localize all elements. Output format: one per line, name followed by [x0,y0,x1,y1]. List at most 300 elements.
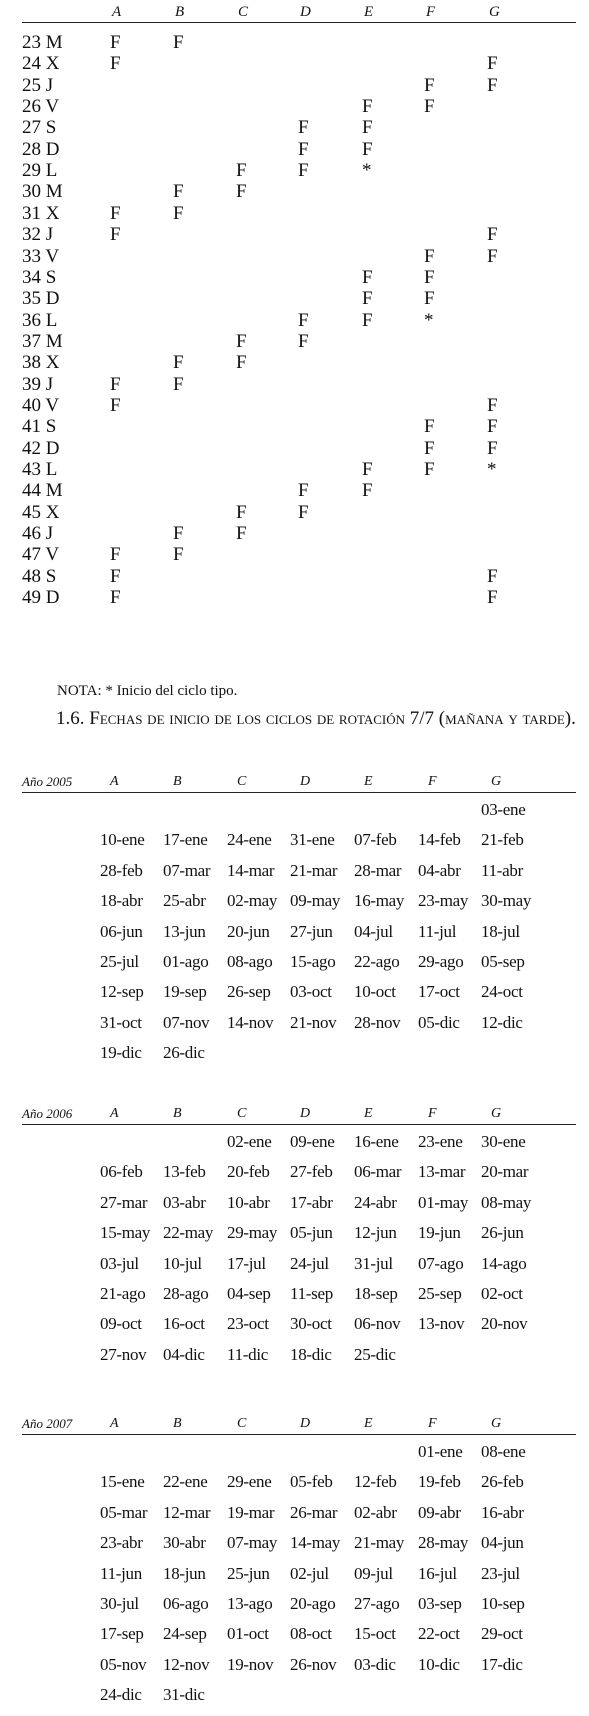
date-cell: 04-sep [227,1284,271,1303]
date-cell: 27-jun [290,921,333,941]
date-cell: 28-nov [354,1012,401,1032]
table-cell: F [110,394,121,416]
table-cell: F [362,480,373,502]
table-row [0,52,589,75]
table-row [0,180,589,203]
column-header: A [112,4,122,20]
column-header: E [364,4,374,20]
table-row [0,1500,589,1526]
date-cell: 18-dic [290,1344,332,1364]
date-cell: 13-feb [163,1162,206,1182]
year-label: Año 2006 [22,1106,73,1121]
row-day-label: 42 D [22,437,60,459]
date-cell: 20-nov [481,1314,528,1334]
date-cell: 30-abr [163,1533,206,1553]
row-day-label: 45 X [22,501,60,523]
table-row [0,1682,589,1708]
table-cell: F [110,373,121,395]
table-cell: F [298,160,309,182]
date-cell: 30-may [481,891,532,911]
year-label: Año 2005 [22,774,73,789]
table-cell: * [424,309,434,331]
date-cell: 29-ene [227,1472,272,1492]
table-row [0,1010,589,1036]
table-cell: F [298,330,309,352]
date-cell: 06-feb [100,1162,143,1182]
date-cell: 24-sep [163,1624,207,1644]
table-cell: F [298,309,309,331]
table-cell: F [487,245,498,267]
date-cell: 05-nov [100,1654,147,1674]
table-cell: F [362,288,373,310]
date-cell: 05-dic [418,1012,460,1032]
table-cell: F [362,96,373,118]
date-cell: 10-jul [163,1253,202,1273]
column-header: D [300,1106,311,1121]
date-cell: 17-dic [481,1654,523,1674]
table-cell: F [298,117,309,139]
table-cell: F [110,587,121,609]
date-cell: 05-jun [290,1223,333,1243]
table-row [0,74,589,97]
date-cell: 12-nov [163,1654,210,1674]
date-cell: 02-ene [227,1132,272,1151]
section-title: Fechas de inicio de los ciclos de rotación 7/7 (mañana y tarde). [89,708,576,729]
table-row [0,979,589,1005]
table-row [0,95,589,118]
table-row [0,479,589,502]
date-cell: 08-may [481,1192,532,1212]
date-cell: 08-oct [290,1624,332,1644]
row-day-label: 43 L [22,459,58,480]
date-cell: 04-jun [481,1533,524,1553]
table-cell: F [487,565,498,587]
row-day-label: 28 D [22,138,60,160]
table-row [0,1190,589,1216]
row-day-label: 36 L [22,309,58,331]
row-day-label: 48 S [22,565,57,587]
date-cell: 19-feb [418,1472,461,1492]
date-cell: 16-oct [163,1314,205,1334]
date-cell: 23-ene [418,1132,463,1151]
date-cell: 20-ago [290,1594,336,1613]
table-row [0,501,589,524]
date-cell: 08-ene [481,1442,526,1461]
table-row [0,1652,589,1678]
row-day-label: 27 S [22,117,57,139]
table-cell: F [362,266,373,288]
row-day-label: 30 M [22,181,63,203]
table-row [0,522,589,545]
table-row [0,159,589,182]
date-cell: 07-feb [354,830,397,850]
date-cell: 23-jul [481,1563,520,1583]
date-cell: 10-ene [100,830,145,850]
table-cell: F [487,394,498,416]
date-cell: 25-abr [163,891,206,911]
column-header: D [300,1416,311,1431]
table-cell: * [487,459,497,480]
table-cell: F [487,224,498,246]
date-cell: 09-may [290,891,341,911]
date-cell: 18-abr [100,891,143,911]
column-header: F [428,1416,437,1431]
date-cell: 12-feb [354,1472,397,1492]
table-row [0,266,589,289]
table-row [0,116,589,139]
row-day-label: 41 S [22,416,57,438]
section-heading [22,707,582,731]
column-header: G [491,1416,502,1431]
date-cell: 26-feb [481,1472,524,1492]
table-cell: F [487,74,498,96]
table-row [0,415,589,438]
table-cell: F [173,373,184,395]
date-cell: 09-ene [290,1132,335,1151]
table-note: NOTA: * Inicio del ciclo tipo. [57,683,238,699]
date-cell: 12-mar [163,1502,211,1522]
column-header: C [237,774,247,789]
table-row [0,202,589,225]
date-cell: 03-abr [163,1192,206,1212]
date-cell: 20-feb [227,1162,270,1182]
table-row [0,245,589,268]
date-cell: 14-ago [481,1253,527,1273]
rotation-header [22,2,576,23]
date-cell: 26-jun [481,1223,524,1243]
date-cell: 13-jun [163,921,206,941]
row-day-label: 24 X [22,53,60,75]
row-day-label: 33 V [22,245,60,267]
table-cell: F [424,245,435,267]
table-cell: F [173,202,184,224]
table-row [0,1530,589,1556]
date-cell: 24-dic [100,1685,142,1705]
table-row [0,373,589,396]
date-cell: 25-jul [100,952,139,971]
date-cell: 17-abr [290,1192,333,1212]
date-cell: 26-dic [163,1043,205,1063]
date-cell: 07-ago [418,1253,464,1273]
table-cell: F [362,117,373,139]
date-cell: 05-sep [481,952,525,971]
date-cell: 22-may [163,1223,214,1243]
date-cell: 22-oct [418,1624,460,1644]
table-row [0,287,589,310]
date-cell: 25-jun [227,1563,270,1583]
date-cell: 13-ago [227,1594,273,1613]
date-cell: 23-oct [227,1314,269,1334]
date-cell: 31-oct [100,1012,142,1032]
date-cell: 16-abr [481,1502,524,1522]
date-cell: 14-nov [227,1012,274,1032]
table-cell: F [424,288,435,310]
date-cell: 31-dic [163,1685,205,1705]
date-cell: 19-dic [100,1043,142,1063]
table-cell: F [173,352,184,374]
table-row [0,1040,589,1066]
date-cell: 21-feb [481,830,524,850]
table-cell: F [424,74,435,96]
date-cell: 07-mar [163,860,211,880]
date-cell: 19-mar [227,1502,275,1522]
table-cell: F [424,459,435,480]
table-row [0,1220,589,1246]
table-cell: F [424,96,435,118]
date-cell: 05-feb [290,1472,333,1492]
date-cell: 18-sep [354,1284,398,1303]
date-cell: 13-mar [418,1162,466,1182]
date-cell: 10-sep [481,1594,525,1613]
date-cell: 02-may [227,891,278,911]
date-cell: 18-jul [481,921,520,941]
date-cell: 01-ene [418,1442,463,1461]
row-day-label: 39 J [22,373,54,395]
table-row [0,586,589,609]
row-day-label: 38 X [22,352,60,374]
date-cell: 09-jul [354,1563,393,1583]
table-cell: * [362,160,372,182]
date-cell: 02-oct [481,1284,523,1303]
column-header: D [300,774,311,789]
year-header [22,772,576,793]
date-cell: 28-may [418,1533,469,1553]
table-row [0,351,589,374]
date-cell: 24-ene [227,830,272,850]
row-day-label: 46 J [22,523,54,545]
table-cell: F [173,523,184,545]
date-cell: 28-feb [100,860,143,880]
table-cell: F [110,202,121,224]
table-cell: F [173,32,184,53]
date-cell: 07-nov [163,1012,210,1032]
date-cell: 11-sep [290,1284,333,1303]
column-header: G [489,4,500,20]
date-cell: 23-may [418,891,469,911]
row-day-label: 35 D [22,288,60,310]
table-row [0,1561,589,1587]
row-day-label: 23 M [22,32,63,53]
date-cell: 31-ene [290,830,335,850]
section-number: 1.6. [56,708,85,729]
table-cell: F [298,480,309,502]
date-cell: 06-jun [100,921,143,941]
table-cell: F [487,416,498,438]
table-row [0,309,589,332]
date-cell: 21-ago [100,1284,146,1303]
table-row [0,1159,589,1185]
table-row [0,31,589,54]
date-cell: 11-jul [418,921,457,941]
column-header: C [237,1416,247,1431]
year-header [22,1414,576,1435]
date-cell: 30-ene [481,1132,526,1151]
column-header: A [110,1416,119,1431]
table-row [0,949,589,975]
date-cell: 08-ago [227,952,273,971]
row-day-label: 47 V [22,544,60,566]
table-cell: F [173,181,184,203]
table-row [0,1591,589,1617]
column-header: C [238,4,249,20]
date-cell: 10-oct [354,982,396,1002]
date-cell: 30-jul [100,1594,139,1613]
date-cell: 18-jun [163,1563,206,1583]
row-day-label: 32 J [22,224,54,246]
date-cell: 22-ene [163,1472,208,1492]
table-cell: F [236,160,247,182]
row-day-label: 49 D [22,587,60,609]
table-cell: F [362,309,373,331]
date-cell: 17-ene [163,830,208,850]
year-header [22,1104,576,1125]
table-row [0,543,589,566]
date-cell: 12-dic [481,1012,523,1032]
date-cell: 23-abr [100,1533,143,1553]
row-day-label: 26 V [22,96,60,118]
row-day-label: 34 S [22,266,57,288]
row-day-label: 37 M [22,330,63,352]
column-header: D [300,4,311,20]
date-cell: 14-may [290,1533,341,1553]
date-cell: 04-dic [163,1344,205,1364]
table-cell: F [424,416,435,438]
table-row [0,1621,589,1647]
column-header: F [428,774,437,789]
row-day-label: 29 L [22,160,58,182]
table-row [0,1439,589,1465]
date-cell: 09-abr [418,1502,461,1522]
row-day-label: 25 J [22,74,54,96]
table-row [0,223,589,246]
table-cell: F [236,330,247,352]
date-cell: 28-mar [354,860,402,880]
date-cell: 17-oct [418,982,460,1002]
table-row [0,138,589,161]
column-header: C [237,1106,247,1121]
date-cell: 29-may [227,1223,278,1243]
date-cell: 04-abr [418,860,461,880]
date-cell: 13-nov [418,1314,465,1334]
table-cell: F [298,501,309,523]
column-header: E [364,1106,373,1121]
date-cell: 20-mar [481,1162,529,1182]
table-row [0,1129,589,1155]
date-cell: 26-mar [290,1502,338,1522]
date-cell: 17-jul [227,1253,266,1273]
date-cell: 14-mar [227,860,275,880]
table-cell: F [110,544,121,566]
column-header: B [173,774,182,789]
date-cell: 27-nov [100,1344,147,1364]
table-row [0,1281,589,1307]
table-row [0,858,589,884]
date-cell: 31-jul [354,1253,393,1273]
date-cell: 12-jun [354,1223,397,1243]
column-header: E [364,1416,373,1431]
column-header: G [491,774,502,789]
column-header: A [110,774,119,789]
date-cell: 24-abr [354,1192,397,1212]
column-header: B [173,1106,182,1121]
table-cell: F [487,53,498,75]
date-cell: 06-ago [163,1594,209,1613]
table-row [0,919,589,945]
date-cell: 15-oct [354,1624,396,1644]
table-row [0,437,589,460]
date-cell: 02-jul [290,1563,329,1583]
date-cell: 11-jun [100,1563,142,1583]
date-cell: 29-oct [481,1624,523,1644]
date-cell: 07-may [227,1533,278,1553]
date-cell: 03-sep [418,1594,462,1613]
date-cell: 01-ago [163,952,209,971]
date-cell: 19-nov [227,1654,274,1674]
date-cell: 09-oct [100,1314,142,1334]
date-cell: 06-mar [354,1162,402,1182]
table-cell: F [110,32,121,53]
row-day-label: 44 M [22,480,63,502]
date-cell: 03-jul [100,1253,139,1273]
date-cell: 15-may [100,1223,151,1243]
date-cell: 04-jul [354,921,393,941]
table-row [0,1342,589,1368]
date-cell: 16-may [354,891,405,911]
date-cell: 20-jun [227,921,270,941]
date-cell: 22-ago [354,952,400,971]
column-header: G [491,1106,502,1121]
table-cell: F [487,587,498,609]
table-cell: F [362,138,373,160]
year-label: Año 2007 [22,1416,73,1431]
table-row [0,458,589,481]
date-cell: 21-nov [290,1012,337,1032]
date-cell: 25-sep [418,1284,462,1303]
date-cell: 15-ene [100,1472,145,1492]
column-header: B [173,1416,182,1431]
column-header: F [426,4,436,20]
table-cell: F [424,266,435,288]
table-row [0,1311,589,1337]
date-cell: 28-ago [163,1284,209,1303]
column-header: B [175,4,185,20]
column-header: A [110,1106,119,1121]
date-cell: 26-nov [290,1654,337,1674]
table-cell: F [110,224,121,246]
date-cell: 10-dic [418,1654,460,1674]
column-header: F [428,1106,437,1121]
date-cell: 25-dic [354,1344,396,1364]
date-cell: 17-sep [100,1624,144,1644]
column-header: E [364,774,373,789]
table-row [0,888,589,914]
date-cell: 01-oct [227,1624,269,1644]
date-cell: 27-ago [354,1594,400,1613]
table-row [0,394,589,417]
table-cell: F [298,138,309,160]
row-day-label: 40 V [22,394,60,416]
date-cell: 21-mar [290,860,338,880]
date-cell: 11-dic [227,1344,268,1364]
date-cell: 16-ene [354,1132,399,1151]
table-cell: F [110,565,121,587]
table-cell: F [110,53,121,75]
table-row [0,1251,589,1277]
table-cell: F [487,437,498,459]
date-cell: 21-may [354,1533,405,1553]
table-cell: F [236,352,247,374]
date-cell: 16-jul [418,1563,457,1583]
